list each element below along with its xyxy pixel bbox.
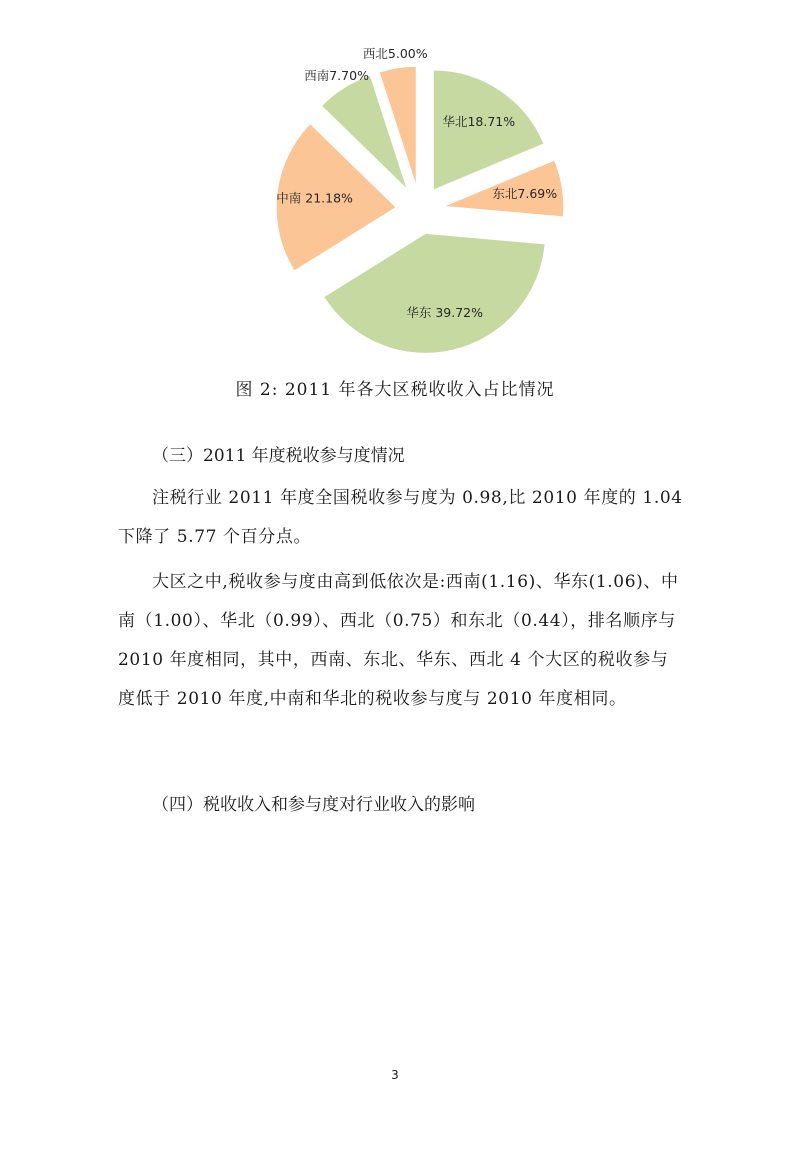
pie-label-1: 东北7.69% bbox=[492, 185, 558, 201]
figure-caption: 图 2: 2011 年各大区税收收入占比情况 bbox=[235, 380, 555, 400]
pie-label-3: 中南 21.18% bbox=[276, 190, 353, 206]
pie-label-2: 华东 39.72% bbox=[406, 305, 484, 321]
section-three-paragraph-1: 注税行业 2011 年度全国税收参与度为 0.98,比 2010 年度的 1.04 下降了 5.77 个百分点。 bbox=[118, 488, 683, 547]
section-three-heading: （三）2011 年度税收参与度情况 bbox=[152, 446, 405, 466]
pie-label-5: 西北5.00% bbox=[362, 45, 428, 61]
pie-slice-2 bbox=[324, 233, 545, 353]
section-four-heading: （四）税收收入和参与度对行业收入的影响 bbox=[152, 795, 475, 815]
pie-label-0: 华北18.71% bbox=[442, 113, 516, 129]
pie-chart bbox=[0, 0, 790, 370]
page-number: 3 bbox=[391, 1068, 399, 1082]
pie-label-4: 西南7.70% bbox=[304, 67, 369, 83]
section-three-paragraph-2: 大区之中,税收参与度由高到低依次是:西南(1.16)、华东(1.06)、中南（1.00）、华北（0.99）、西北（0.75）和东北（0.44），排名顺序与 2010 年度相同，其中，西南、东北、华东、西北 4 个大区的税收参与度低于 2010 年度,中南和华北的税收参与度与 2010 年度相同。 bbox=[118, 572, 679, 709]
